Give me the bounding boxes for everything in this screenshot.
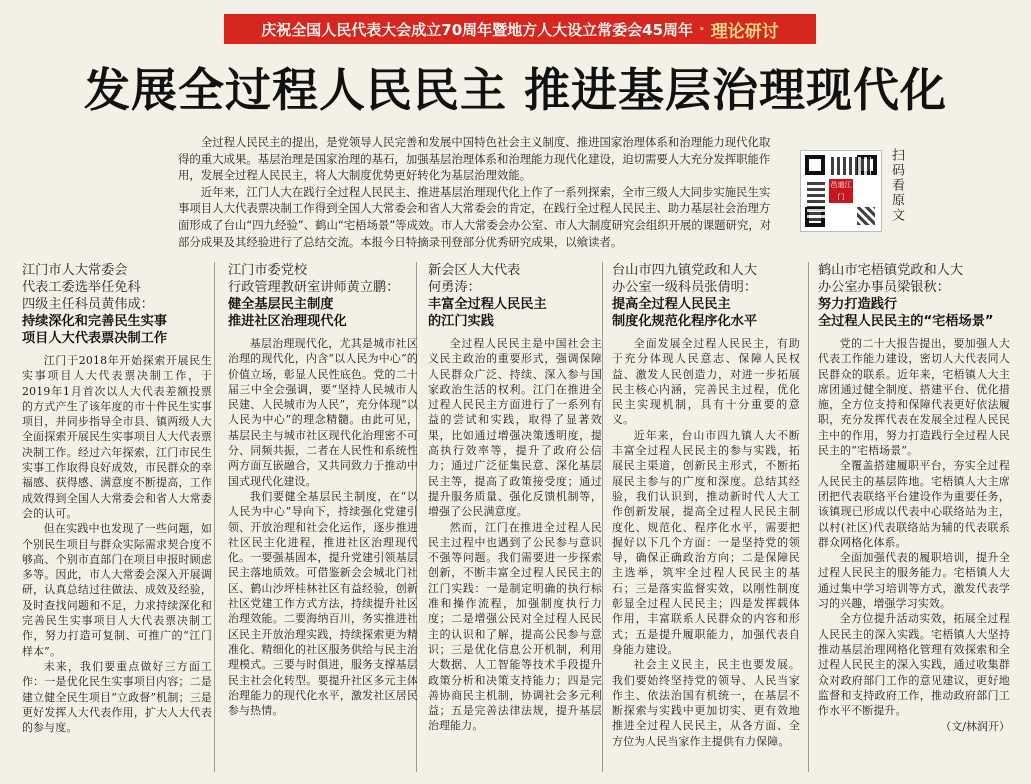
article-column-2 — [228, 262, 418, 780]
author-line: 代表工委选举任免科 — [22, 280, 141, 295]
author-line: 行政管理教研室讲师黄立鹏： — [228, 280, 400, 295]
body-paragraph: 然而，江门在推进全过程人民民主过程中也遇到了公民参与意识不强等问题。我们需要进一步探索创新，不断丰富全过程人民民主的江门实践：一是制定明确的执行标准和操作流程，加强制度执行力度；二是增强公民对全过程人民民主的认识和了解，提高公民参与意识；三是优化信息公开机制，利用大数据、人工智能等技术手段提升政策分析和决策支持能力；四是完善协商民主机制，协调社会多元利益；五是完善法律法规，提升基层治理能力。 — [428, 520, 602, 733]
qr-pattern — [857, 207, 875, 225]
body-paragraph: 党的二十大报告提出，要加强人大代表工作能力建设，密切人大代表同人民群众的联系。近年来，宅梧镇人大主席团通过健全制度、搭建平台、优化措施，全方位支持和保障代表更好依法履职，充分发挥代表在发展全过程人民民主中的作用，努力打造践行全过程人民民主的“宅梧场景”。 — [818, 337, 1010, 458]
body-paragraph: 未来，我们要重点做好三方面工作：一是优化民生实事项目内容；二是建立健全民生项目“立政督”机制；三是更好发挥人大代表作用，扩大人大代表的参与度。 — [22, 659, 212, 735]
qr-logo: 邑道江门 — [830, 181, 852, 201]
author-line: 办公室一级科员张倩明： — [612, 280, 758, 295]
page-title: 发展全过程人民民主 推进基层治理现代化 — [83, 63, 947, 117]
body-paragraph: 全面发展全过程人民民主，有助于充分体现人民意志、保障人民权益、激发人民创造力，对进一步拓展民主核心内涵，完善民主过程，优化民主实现机制，具有十分重要的意义。 — [612, 337, 800, 427]
body-paragraph: 全方位提升活动实效，拓展全过程人民民主的深入实践。宅梧镇人大坚持推动基层治理网格化管理有效探索和全过程人民民主的深入实践，通过收集群众对政府部门工作的意见建议，更好地监督和支持政府工作，推动政府部门工作水平不断提升。 — [818, 612, 1010, 718]
qr-code[interactable] — [800, 150, 882, 232]
article-column-4 — [612, 262, 800, 780]
byline: （文/林润开） — [940, 720, 1010, 734]
column-divider — [214, 262, 215, 772]
qr-pattern — [831, 157, 871, 175]
intro-lead — [178, 134, 778, 250]
article-column-5 — [818, 262, 1010, 780]
article-body — [228, 336, 418, 718]
article-body — [612, 336, 800, 749]
author-line: 新会区人大代表 — [428, 263, 521, 278]
column-divider — [602, 262, 603, 772]
section-banner — [224, 14, 816, 44]
qr-finder-icon — [805, 155, 825, 175]
author-line: 江门市委党校 — [228, 263, 308, 278]
author-line: 四级主任科员黄伟成： — [22, 297, 154, 312]
banner-tag: 理论研讨 — [710, 21, 779, 42]
qr-label: 扫码看原文 — [889, 148, 904, 223]
author-line: 办公室办事员梁银秋： — [818, 280, 950, 295]
qr-pattern — [807, 181, 825, 221]
body-paragraph: 我们要健全基层民主制度，在“以人民为中心”导向下，持续强化党建引领、开放治理和社会化运作，逐步推进社区民主化进程，推进社区治理现代化。一要强基固本，提升党建引领基层民主落地质效。可借鉴新会会城北门社区、鹤山沙坪桂林社区有益经验，创新社区党建工作方式方法，持续提升社区治理效能。二要海纳百川，务实推进社区民主开放治理实践，持续探索更为精准化、精细化的社区服务供给与民主治理模式。三要与时俱进，服务支撑基层民主社会化转型。要提升社区多元主体治理能力的现代化水平，激发社区居民参与热情。 — [228, 489, 418, 718]
author-line: 江门市人大常委会 — [22, 263, 128, 278]
body-paragraph: 全面加强代表的履职培训，提升全过程人民民主的服务能力。宅梧镇人大通过集中学习培训等方式，激发代表学习的兴趣，增强学习实效。 — [818, 551, 1010, 611]
body-paragraph: 全覆盖搭建履职平台，夯实全过程人民民主的基层阵地。宅梧镇人大主席团把代表联络平台建设作为重要任务，该镇现已形成以代表中心联络站为主，以村(社区)代表联络站为辅的代表联系群众网格化体系。 — [818, 459, 1010, 549]
article-column-3 — [428, 262, 602, 780]
banner-separator: · — [699, 20, 705, 38]
body-paragraph: 全过程人民民主是中国社会主义民主政治的重要形式，强调保障人民群众广泛、持续、深入参与国家政治生活的权利。江门在推进全过程人民民主方面进行了一系列有益的尝试和实践，取得了显著效果，比如通过增强决策透明度，提高执行效率等，提升了政府公信力；通过广泛征集民意、深化基层民主等，提高了政策接受度；通过提升服务质量、强化反馈机制等，增强了公民满意度。 — [428, 337, 602, 519]
author-line: 台山市四九镇党政和人大 — [612, 263, 758, 278]
author-line: 鹤山市宅梧镇党政和人大 — [818, 263, 964, 278]
article-column-1 — [22, 262, 212, 780]
article-headline: 努力打造践行 全过程人民民主的“宅梧场景” — [818, 297, 994, 329]
intro-paragraph: 近年来，江门人大在践行全过程人民民主、推进基层治理现代化上作了一系列探索，全市三级人大同步实施民生实事项目人大代表票决制工作得到全国人大常委会和省人大常委会的肯定，在践行全过程人民民主、助力基层社会治理方面形成了台山“四九经验”、鹤山“宅梧场景”等成效。市人大常委会办公室、市人大制度研究会组织开展的课题研究，对部分成果及其经验进行了总结交流。本报今日特摘录刊登部分优秀研究成果，以飨读者。 — [178, 184, 772, 249]
author-line: 何勇涛： — [428, 280, 481, 295]
article-body — [818, 336, 1010, 734]
body-paragraph: 江门于2018年开始探索开展民生实事项目人大代表票决制工作，于2019年1月首次以人大代表差额投票的方式产生了该年度的市十件民生实事项目，并同步指导全市县、镇两级人大全面探索开展民生实事项目人大代表票决制工作。经过六年探索，江门市民生实事工作取得良好成效，市民群众的幸福感、获得感、满意度不断提高，工作成效得到全国人大常委会和省人大常委会的认可。 — [22, 354, 212, 520]
body-paragraph: 但在实践中也发现了一些问题，如个别民生项目与群众实际需求契合度不够高、个别市直部门在项目申报时顾虑多等。因此，市人大常委会深入开展调研，认真总结过往做法、成效及经验，及时查找问题和不足，力求持续深化和完善民生实事项目人大代表票决制工作，努力打造可复制、可推广的“江门样本”。 — [22, 522, 212, 658]
banner-text: 庆祝全国人民代表大会成立70周年暨地方人大设立常委会45周年 — [261, 20, 694, 39]
intro-paragraph: 全过程人民民主的提出，是党领导人民完善和发展中国特色社会主义制度、推进国家治理体系和治理能力现代化取得的重大成果。基层治理是国家治理的基石，加强基层治理体系和治理能力现代化建设，迫切需要人大充分发挥职能作用，发展全过程人民民主，将人大制度优势更好转化为基层治理效能。 — [178, 135, 771, 183]
column-divider — [808, 262, 809, 772]
article-headline: 提高全过程人民民主 制度化规范化程序化水平 — [612, 297, 758, 329]
article-body — [428, 336, 602, 734]
body-paragraph: 基层治理现代化，尤其是城市社区治理的现代化，内含“以人民为中心”的价值立场，彰显人民性底色。党的二十届三中全会强调，要“坚持人民城市人民建、人民城市为人民”，充分体现“以人民为中心”的理念精髓。由此可见，基层民主与城市社区现代化治理密不可分、同频共振，二者在人民性和系统性两方面互嵌融合，又共同致力于推动中国式现代化建设。 — [228, 337, 418, 488]
article-headline: 持续深化和完善民生实事 项目人大代表票决制工作 — [22, 314, 168, 346]
article-body — [22, 353, 212, 735]
body-paragraph: 近年来，台山市四九镇人大不断丰富全过程人民民主的参与实践，拓展民主渠道，创新民主形式，不断拓展民主参与的广度和深度。总结其经验，我们认识到，推动新时代人大工作创新发展，提高全过程人民民主制度化、规范化、程序化水平，需要把握好以下几个方面：一是坚持党的领导，确保正确政治方向；二是保障民主选举，筑牢全过程人民民主的基石；三是落实监督实效，以刚性制度彰显全过程人民民主；四是发挥载体作用，丰富联系人民群众的内容和形式；五是提升履职能力，加强代表自身能力建设。 — [612, 428, 800, 656]
article-headline: 健全基层民主制度 推进社区治理现代化 — [228, 297, 347, 329]
article-headline: 丰富全过程人民民主 的江门实践 — [428, 297, 547, 329]
body-paragraph: 社会主义民主，民主也要发展。我们要始终坚持党的领导、人民当家作主、依法治国有机统一，在基层不断探索与实践中更加切实、更有效地推进全过程人民民主，从各方面、全方位为人民当家作主提供有力保障。 — [612, 658, 800, 748]
